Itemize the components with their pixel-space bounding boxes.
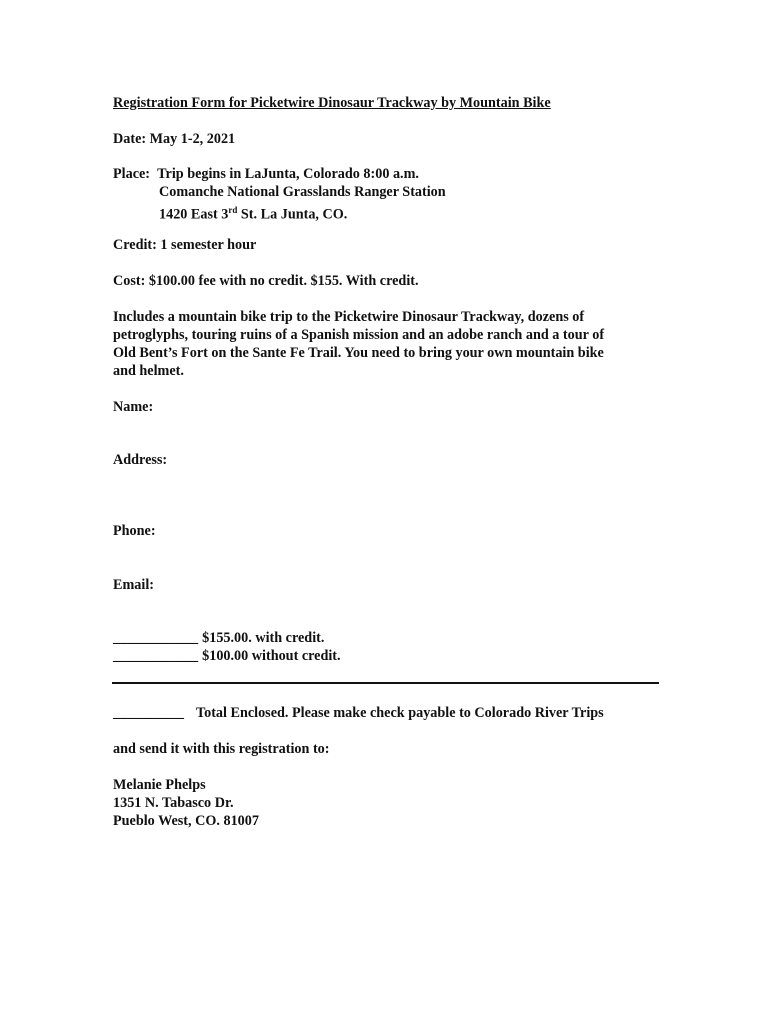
includes-line-1: Includes a mountain bike trip to the Picketwire Dinosaur Trackway, dozens of <box>113 309 585 325</box>
place-start: Trip begins in LaJunta, Colorado 8:00 a.m. <box>157 166 419 182</box>
place-line-2: Comanche National Grasslands Ranger Station <box>159 184 446 200</box>
with-credit-blank[interactable]: ____________ <box>113 630 199 646</box>
total-label: Total Enclosed. Please make check payable to Colorado River Trips <box>195 705 604 721</box>
horizontal-divider <box>112 682 659 684</box>
mail-to-city: Pueblo West, CO. 81007 <box>113 813 259 829</box>
mail-to-street: 1351 N. Tabasco Dr. <box>113 795 234 811</box>
with-credit-label: $155.00. with credit. <box>202 630 325 646</box>
payment-with-credit <box>113 629 324 647</box>
name-label: Name: <box>113 399 154 415</box>
total-enclosed-line <box>113 704 604 722</box>
includes-line-2: petroglyphs, touring ruins of a Spanish mission and an adobe ranch and a tour of <box>113 327 605 343</box>
address-label: Address: <box>113 452 168 468</box>
send-instructions: and send it with this registration to: <box>113 741 330 757</box>
payment-without-credit <box>113 647 341 665</box>
place-label: Place: <box>113 166 151 182</box>
form-title: Registration Form for Picketwire Dinosaur Trackway by Mountain Bike <box>113 95 551 111</box>
phone-label: Phone: <box>113 523 156 539</box>
credit-line: Credit: 1 semester hour <box>113 237 257 253</box>
mail-to-name: Melanie Phelps <box>113 777 206 793</box>
without-credit-label: $100.00 without credit. <box>202 648 341 664</box>
email-label: Email: <box>113 577 154 593</box>
total-blank[interactable]: __________ <box>113 705 184 721</box>
place-line-3 <box>159 201 347 224</box>
cost-line: Cost: $100.00 fee with no credit. $155. With credit. <box>113 273 419 289</box>
without-credit-blank[interactable]: ____________ <box>113 648 199 664</box>
date-line: Date: May 1-2, 2021 <box>113 131 236 147</box>
includes-line-3: Old Bent’s Fort on the Sante Fe Trail. You need to bring your own mountain bike <box>113 345 604 361</box>
place-line-1 <box>113 165 419 183</box>
includes-line-4: and helmet. <box>113 363 184 379</box>
place-street-post: St. La Junta, CO. <box>237 206 348 223</box>
place-street-pre: 1420 East 3 <box>159 206 229 223</box>
place-street-sup: rd <box>228 205 238 215</box>
